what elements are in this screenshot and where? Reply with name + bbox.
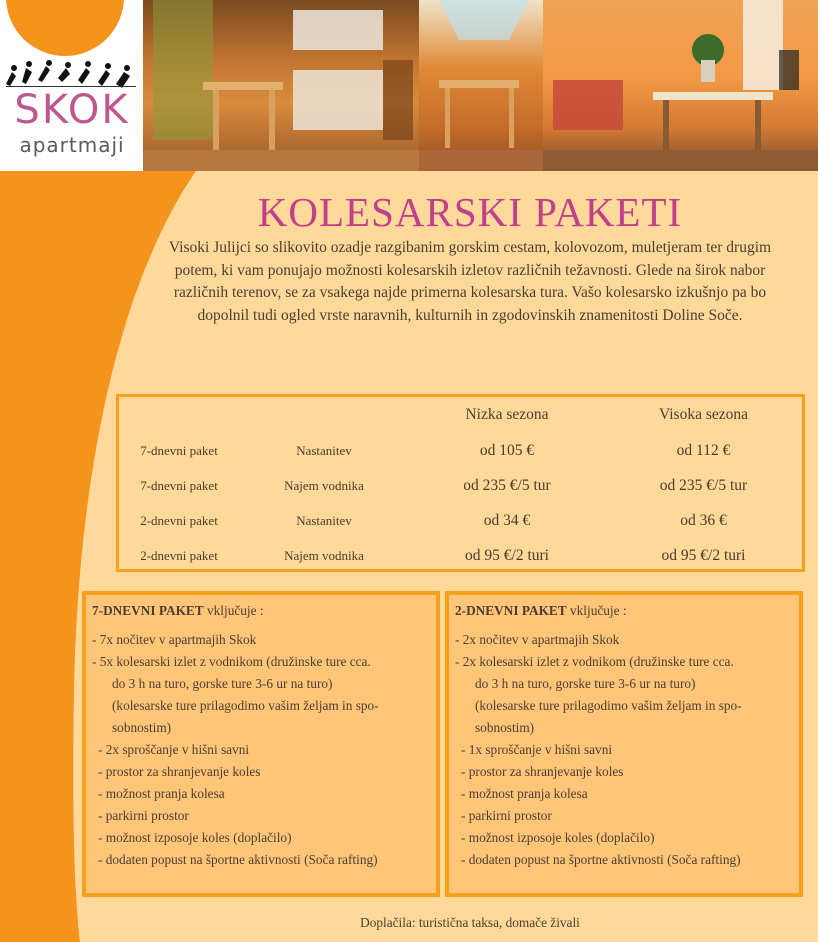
list-item: - prostor za shranjevanje koles (98, 764, 261, 779)
price-type: Najem vodnika (284, 477, 364, 493)
price-low: od 95 €/2 turi (465, 546, 549, 564)
price-package: 7-dnevni paket (140, 442, 218, 458)
jumpers-icon (2, 58, 142, 90)
list-item: - možnost pranja kolesa (461, 786, 588, 801)
package-7-day-title (92, 601, 436, 621)
list-item-line: do 3 h na turo, gorske ture 3-6 ur na turo) (475, 676, 696, 691)
price-low: od 34 € (483, 511, 531, 529)
logo-tagline: apartmaji (19, 133, 125, 157)
package-7-day-box (82, 591, 440, 897)
list-item (455, 651, 791, 739)
list-item: - 2x nočitev v apartmajih Skok (455, 632, 620, 647)
list-item: - možnost izposoje koles (doplačilo) (461, 830, 655, 845)
list-item: - 2x sproščanje v hišni savni (98, 742, 250, 757)
package-2-day-title (455, 601, 799, 621)
photo-attic-image (419, 0, 543, 171)
price-high: od 95 €/2 turi (661, 546, 746, 564)
list-item: - parkirni prostor (98, 808, 189, 823)
list-item (92, 651, 428, 739)
photo-living-room-image (543, 0, 818, 171)
list-item-line: - 5x kolesarski izlet z vodnikom (družinske ture cca. (92, 654, 371, 669)
list-item-line: do 3 h na turo, gorske ture 3-6 ur na turo) (112, 676, 333, 691)
header-low-season: Nizka sezona (465, 406, 549, 423)
list-item: - 7x nočitev v apartmajih Skok (92, 632, 257, 647)
price-row (119, 433, 802, 468)
list-item-line: (kolesarske ture prilagodimo vašim željam in spo- (112, 698, 379, 713)
header-type (239, 397, 409, 433)
sun-icon (6, 0, 124, 56)
logo (0, 0, 143, 171)
list-item-line: sobnostim) (475, 720, 535, 735)
list-item: - 1x sproščanje v hišni savni (461, 742, 613, 757)
price-package: 2-dnevni paket (140, 512, 218, 528)
package-2-day-box (445, 591, 803, 897)
price-table-box (116, 394, 805, 572)
list-item-line: sobnostim) (112, 720, 172, 735)
price-high: od 112 € (676, 441, 731, 459)
list-item: - možnost pranja kolesa (98, 786, 225, 801)
intro-text: Visoki Julijci so slikovito ozadje razgibanim gorskim cestam, kolovozom, muletjeram ter drugim potem, ki vam ponujajo možnosti kolesarskih izletov različnih težavnosti. Glede na širok nabor različnih terenov, se za vsakega najde primerna kolesarska tura. Vašo kolesarsko izkušnjo pa bo dopolnil tudi ogled vrste naravnih, kulturnih in zgodovinskih znamenitosti Doline Soče. (168, 239, 772, 324)
page-title: KOLESARSKI PAKETI (257, 189, 683, 235)
photo-living-room (543, 0, 818, 171)
price-type: Nastanitev (296, 442, 352, 458)
list-item: - dodaten popust na športne aktivnosti (Soča rafting) (98, 852, 378, 867)
photo-kitchen (143, 0, 419, 171)
price-low: od 105 € (479, 441, 535, 459)
package-2-day-list (449, 629, 799, 871)
package-2-day-title-rest: vključuje : (566, 603, 627, 618)
price-high: od 235 €/5 tur (659, 476, 748, 494)
price-table (119, 397, 802, 573)
package-2-day-title-bold: 2-DNEVNI PAKET (455, 603, 567, 618)
list-item-line: (kolesarske ture prilagodimo vašim željam in spo- (475, 698, 742, 713)
package-7-day-list (86, 629, 436, 871)
package-7-day-title-bold: 7-DNEVNI PAKET (92, 603, 204, 618)
list-item: - parkirni prostor (461, 808, 552, 823)
package-7-day-title-rest: vključuje : (203, 603, 264, 618)
list-item: - prostor za shranjevanje koles (461, 764, 624, 779)
price-package: 2-dnevni paket (140, 547, 218, 563)
logo-name: SKOK (14, 87, 130, 133)
price-row (119, 538, 802, 573)
header-band (0, 0, 818, 171)
photo-kitchen-image (143, 0, 419, 171)
price-row (119, 503, 802, 538)
price-header-row (119, 397, 802, 433)
list-item: - možnost izposoje koles (doplačilo) (98, 830, 292, 845)
photo-attic (419, 0, 543, 171)
list-item: - dodaten popust na športne aktivnosti (Soča rafting) (461, 852, 741, 867)
price-low: od 235 €/5 tur (463, 476, 551, 494)
price-type: Nastanitev (296, 512, 352, 528)
surcharges-note: Doplačila: turistična taksa, domače živali (360, 915, 580, 930)
price-type: Najem vodnika (284, 547, 364, 563)
price-high: od 36 € (680, 511, 727, 529)
header-package (119, 397, 239, 433)
price-package: 7-dnevni paket (140, 477, 218, 493)
price-row (119, 468, 802, 503)
header-high-season: Visoka sezona (658, 406, 749, 423)
list-item-line: - 2x kolesarski izlet z vodnikom (družinske ture cca. (455, 654, 734, 669)
